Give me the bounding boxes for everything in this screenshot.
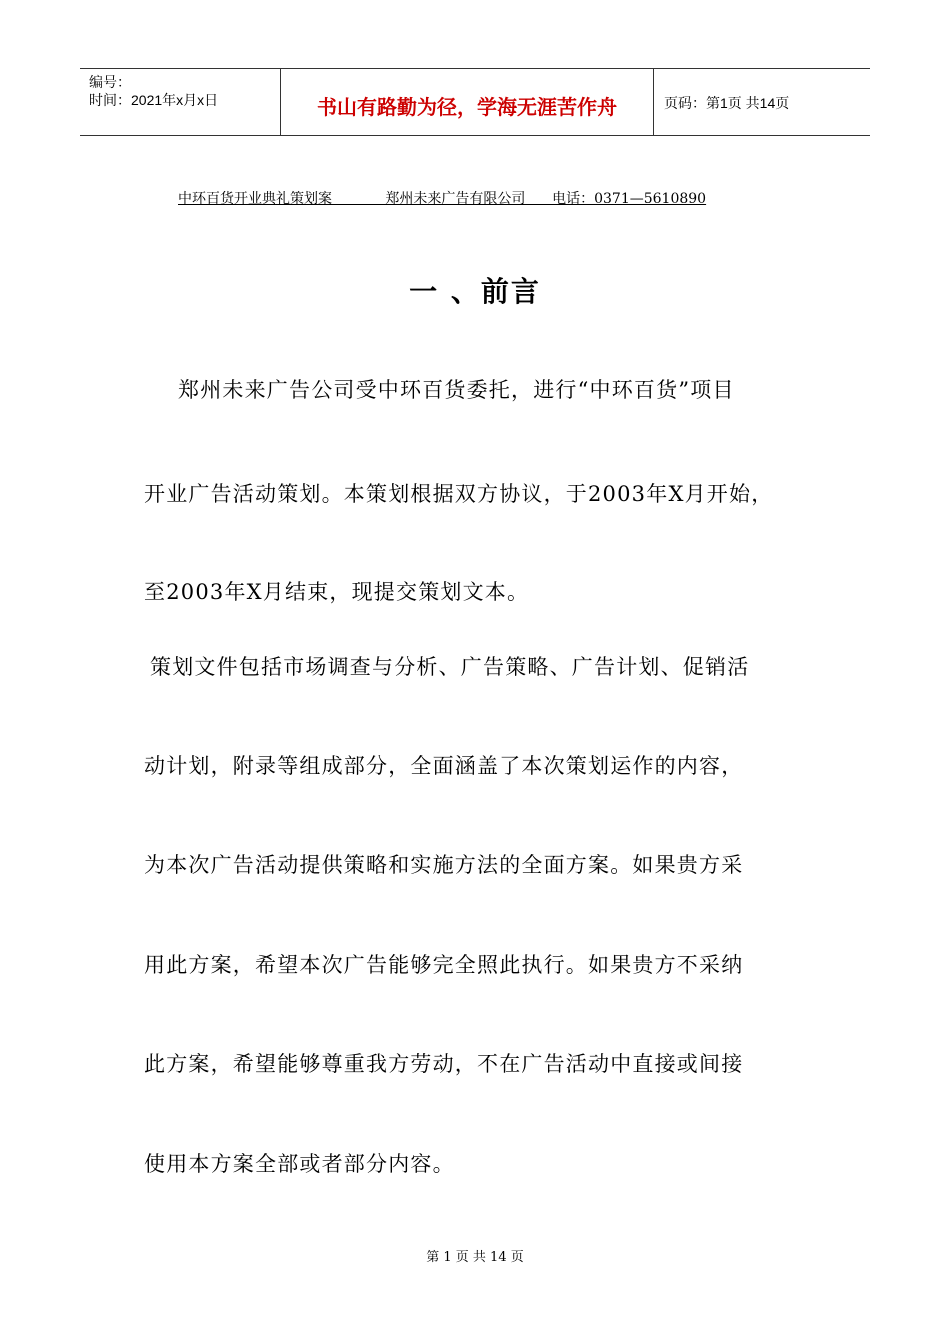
header-page-info: 页码：第1页 共14页 [664, 95, 790, 111]
body-line-7: 用此方案，希望本次广告能够完全照此执行。如果贵方不采纳 [144, 953, 744, 977]
document-number-label: 编号： [89, 74, 131, 90]
body-line-3: 至2003年X月结束，现提交策划文本。 [144, 580, 530, 604]
body-line-5: 动计划，附录等组成部分，全面涵盖了本次策划运作的内容， [144, 754, 744, 778]
body-line-1: 郑州未来广告公司受中环百货委托，进行“中环百货”项目 [178, 378, 735, 402]
body-line-9: 使用本方案全部或者部分内容。 [144, 1152, 455, 1176]
section-heading: 一 、前言 [409, 275, 541, 308]
page-footer: 第 1 页 共 14 页 [426, 1250, 524, 1265]
body-line-4: 策划文件包括市场调查与分析、广告策略、广告计划、促销活 [150, 655, 750, 679]
document-date-label: 时间：2021年x月x日 [89, 92, 219, 108]
body-line-8: 此方案，希望能够尊重我方劳动，不在广告活动中直接或间接 [144, 1052, 744, 1076]
header-meta-cell [80, 69, 281, 135]
document-header-table [80, 68, 870, 136]
body-line-2: 开业广告活动策划。本策划根据双方协议，于2003年X月开始， [144, 482, 774, 506]
body-line-6: 为本次广告活动提供策略和实施方法的全面方案。如果贵方采 [144, 853, 744, 877]
header-motto: 书山有路勤为径，学海无涯苦作舟 [281, 69, 654, 135]
running-header: 中环百货开业典礼策划案 郑州未来广告有限公司 电话：0371—5610890 [178, 191, 707, 207]
